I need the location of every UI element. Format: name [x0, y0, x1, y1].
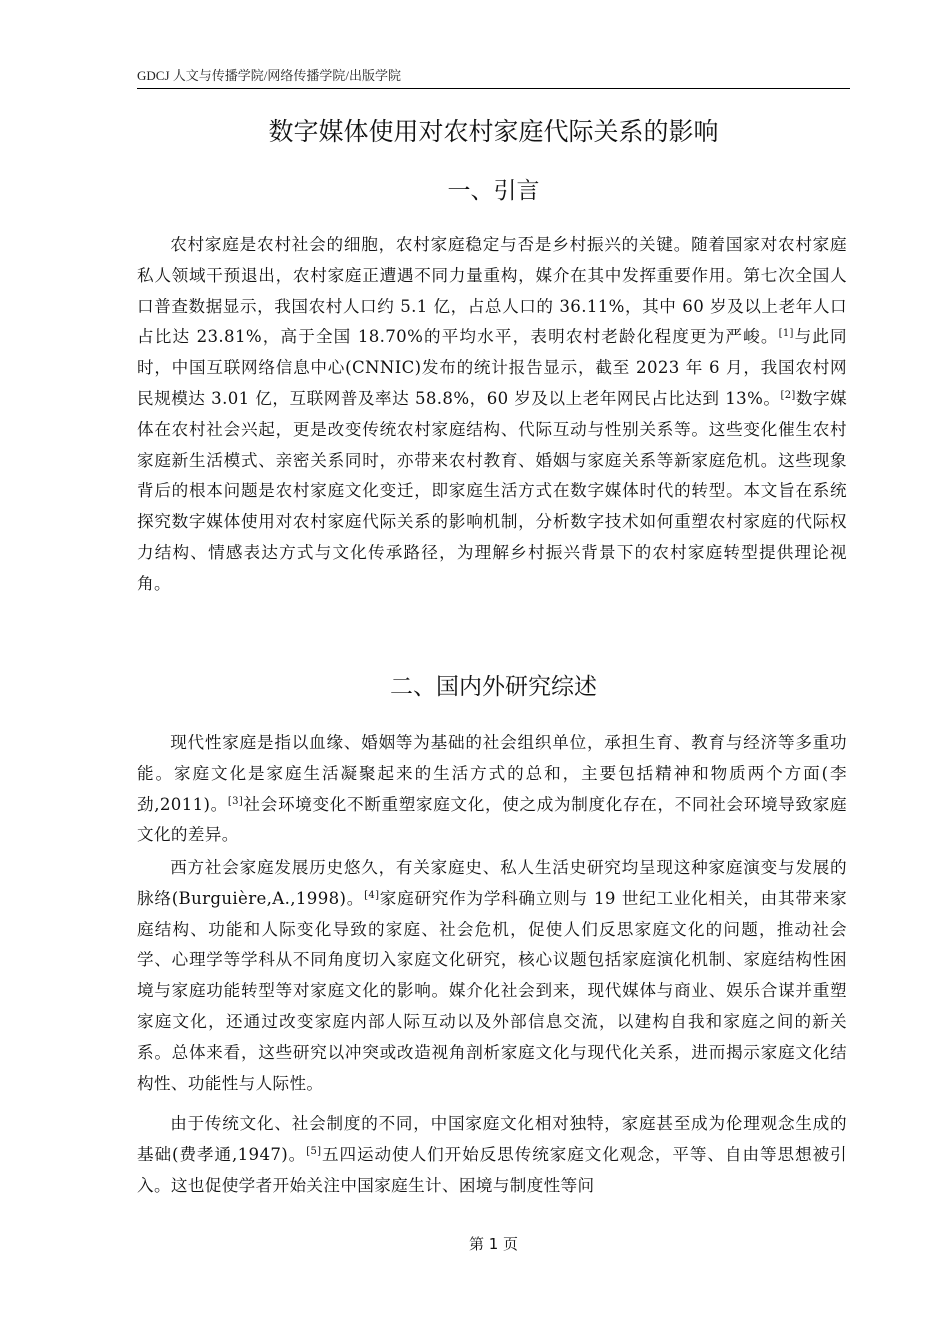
paragraph-text: 由于传统文化、社会制度的不同，中国家庭文化相对独特，家庭甚至成为伦理观念生成的基础(费孝通,1947)。	[137, 1114, 847, 1164]
body-paragraph	[137, 1109, 847, 1201]
citation-marker: [5]	[306, 1145, 322, 1157]
body-paragraph	[137, 853, 847, 1099]
citation-marker: [2]	[780, 389, 796, 401]
page-number: 第 1 页	[468, 1235, 519, 1253]
citation-marker: [4]	[364, 889, 380, 901]
citation-marker: [3]	[227, 795, 244, 807]
paragraph-text: 家庭研究作为学科确立则与 19 世纪工业化相关，由其带来家庭结构、功能和人际变化导致的家庭、社会危机，促使人们反思家庭文化的问题，推动社会学、心理学等学科从不同角度切入家庭文化研究，核心议题包括家庭演化机制、家庭结构性困境与家庭功能转型等对家庭文化的影响。媒介化社会到来，现代媒体与商业、娱乐合谋并重塑家庭文化，还通过改变家庭内部人际互动以及外部信息交流，以建构自我和家庭之间的新关系。总体来看，这些研究以冲突或改造视角剖析家庭文化与现代化关系，进而揭示家庭文化结构性、功能性与人际性。	[137, 888, 848, 1093]
body-paragraph	[137, 728, 847, 851]
paragraph-text: 现代性家庭是指以血缘、婚姻等为基础的社会组织单位，承担生育、教育与经济等多重功能。家庭文化是家庭生活凝聚起来的生活方式的总和，主要包括精神和物质两个方面(李劲,2011)。	[137, 733, 847, 814]
document-title: 数字媒体使用对农村家庭代际关系的影响	[268, 117, 719, 146]
running-header	[137, 66, 850, 89]
section-heading-literature-review: 二、国内外研究综述	[390, 674, 597, 700]
paragraph-text: 数字媒体在农村社会兴起，更是改变传统农村家庭结构、代际互动与性别关系等。这些变化催生农村家庭新生活模式、亲密关系同时，亦带来农村教育、婚姻与家庭关系等新家庭危机。这些现象背后的根本问题是农村家庭文化变迁，即家庭生活方式在数字媒体时代的转型。本文旨在系统探究数字媒体使用对农村家庭代际关系的影响机制，分析数字技术如何重塑农村家庭的代际权力结构、情感表达方式与文化传承路径，为理解乡村振兴背景下的农村家庭转型提供理论视角。	[137, 388, 847, 593]
paragraph-text: 社会环境变化不断重塑家庭文化，使之成为制度化存在，不同社会环境导致家庭文化的差异。	[137, 794, 848, 845]
paragraph-text: 与此同时，中国互联网络信息中心(CNNIC)发布的统计报告显示，截至 2023 年 6 月，我国农村网民规模达 3.01 亿，互联网普及率达 58.8%，60 岁及以上老年网民占比达到 13%。	[137, 327, 847, 408]
section-heading-introduction: 一、引言	[447, 178, 540, 204]
paragraph-text: 五四运动使人们开始反思传统家庭文化观念，平等、自由等思想被引入。这也促使学者开始关注中国家庭生计、困境与制度性等问	[137, 1144, 847, 1195]
citation-marker: [1]	[778, 328, 794, 340]
running-header-text: GDCJ 人文与传播学院/网络传播学院/出版学院	[137, 68, 401, 83]
paragraph-text: 西方社会家庭发展历史悠久，有关家庭史、私人生活史研究均呈现这种家庭演变与发展的脉络(Burguière,A.,1998)。	[137, 858, 847, 908]
body-paragraph	[137, 230, 847, 600]
paragraph-text: 农村家庭是农村社会的细胞，农村家庭稳定与否是乡村振兴的关键。随着国家对农村家庭私人领域干预退出，农村家庭正遭遇不同力量重构，媒介在其中发挥重要作用。第七次全国人口普查数据显示，我国农村人口约 5.1 亿，占总人口的 36.11%，其中 60 岁及以上老年人口占比达 23.81%，高于全国 18.70%的平均水平，表明农村老龄化程度更为严峻。	[137, 235, 847, 347]
